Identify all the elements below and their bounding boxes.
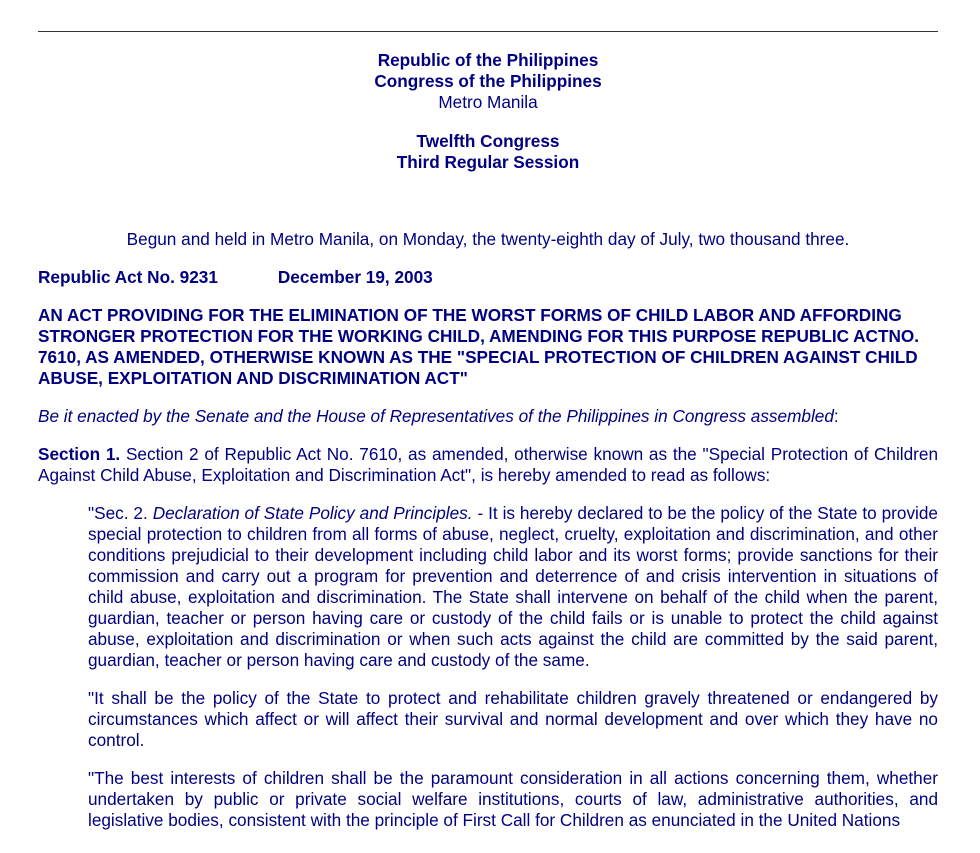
header-location: Metro Manila — [438, 92, 538, 112]
best-interests-paragraph: "The best interests of children shall be the paramount consideration in all actions concerning them, whether undertaken by public or private social welfare institutions, courts of law, administrative authorities, and legislative bodies, consistent with the principle of First Call for Children as enunciated in the United Nations — [88, 768, 938, 830]
header-congress-name: Congress of the Philippines — [374, 71, 602, 91]
act-date: December 19, 2003 — [277, 267, 433, 287]
policy-paragraph: "It shall be the policy of the State to protect and rehabilitate children gravely threatened or endangered by circumstances which affect or will affect their survival and normal development and over which they have no control. — [88, 688, 938, 750]
header-republic: Republic of the Philippines — [377, 50, 599, 70]
act-number: Republic Act No. 9231 — [38, 267, 218, 287]
enacting-clause-suffix: : — [833, 406, 839, 426]
begun-statement: Begun and held in Metro Manila, on Monday, the twenty-eighth day of July, two thousand three. — [126, 229, 850, 249]
sec-2-text: It is hereby declared to be the policy of the State to provide special protection to children from all forms of abuse, neglect, cruelty, exploitation and discrimination, and other conditions prejudicial to their development including child labor and its worst forms; provide sanctions for their commission and carry out a program for prevention and deterrence of and crisis intervention in situations of child abuse, exploitation and discrimination. The State shall intervene on behalf of the child when the parent, guardian, teacher or person having care or custody of the child fails or is unable to protect the child against abuse, exploitation and discrimination or when such acts against the child are committed by the said parent, guardian, teacher or person having care and custody of the same. — [88, 503, 938, 670]
sec-2-dash: - — [472, 503, 489, 523]
document-page — [38, 31, 938, 831]
enacting-clause-text: Be it enacted by the Senate and the House of Representatives of the Philippines in Congress assembled — [38, 406, 834, 426]
act-title: AN ACT PROVIDING FOR THE ELIMINATION OF THE WORST FORMS OF CHILD LABOR AND AFFORDING STRONGER PROTECTION FOR THE WORKING CHILD, AMENDING FOR THIS PURPOSE REPUBLIC ACTNO. 7610, AS AMENDED, OTHERWISE KNOWN AS THE "SPECIAL PROTECTION OF CHILDREN AGAINST CHILD ABUSE, EXPLOITATION AND DISCRIMINATION ACT" — [38, 305, 920, 388]
sec-2-paragraph — [88, 503, 938, 671]
enacting-clause — [38, 406, 938, 427]
sec-2-prefix: "Sec. 2. — [88, 503, 153, 523]
section-1-label: Section 1. — [38, 444, 121, 464]
section-1-text: Section 2 of Republic Act No. 7610, as amended, otherwise known as the "Special Protection of Children Against Child Abuse, Exploitation and Discrimination Act", is hereby amended to read as follows: — [38, 444, 939, 485]
document-header — [38, 50, 938, 173]
act-number-line — [38, 267, 938, 288]
session-name: Third Regular Session — [396, 152, 580, 172]
congress-number: Twelfth Congress — [416, 131, 560, 151]
section-1 — [38, 444, 938, 486]
horizontal-rule — [38, 31, 938, 32]
sec-2-heading: Declaration of State Policy and Principles. — [152, 503, 473, 523]
